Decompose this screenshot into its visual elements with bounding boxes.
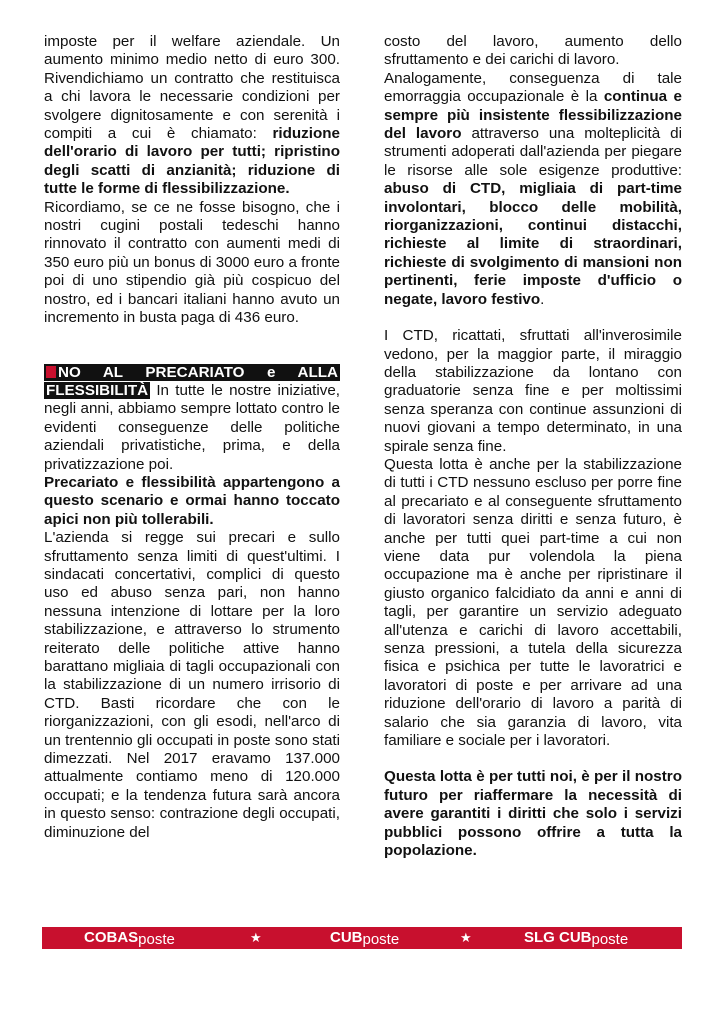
footer-org-slg-cub xyxy=(524,929,629,948)
left-column xyxy=(44,33,340,842)
paragraph-lotta-stabilizzazione: Questa lotta è anche per la stabilizzazione di tutti i CTD nessuno escluso per porre fine al precariato e al conseguente sfruttamento di lavoratori senza diritti e senza futuro, è anche per tutti quei part-time a cui non viene data pur volendola la piena occupazione ma è anche per ripristinare il giusto organico falcidiato da anni e anni di tagli, per garantire un servizio adeguato all'utenza e carichi di lavoro accettabili, senza pressioni, a tutela della sicurezza fisica e psichica per tutte le lavoratrici e lavoratori di poste e per arrivare ad una riduzione dell'orario di lavoro a parità di salario che sia garanzia di lavoro, vita familiare e sociale per i lavoratori. xyxy=(384,455,682,750)
footer-org-cobas xyxy=(84,929,175,948)
bold-abuses-list: abuso di CTD, migliaia di part-time involontari, blocco delle mobilità, riorganizzazioni, continui distacchi, richieste al limite di straordinari, richieste di svolgimento di mansioni non pertinenti, ferie imposte d'ufficio o negate, lavoro festivo xyxy=(384,180,682,308)
paragraph-flessibilizzazione xyxy=(384,70,682,309)
red-square-bullet xyxy=(46,366,56,378)
section-precariato xyxy=(44,364,340,474)
paragraph-german-postal: Ricordiamo, se ce ne fosse bisogno, che i nostri cugini postali tedeschi hanno rinnovato il contratto con aumenti medi di 350 euro più un bonus di 3000 euro a fronte poi di uno stipendio già più cospicuo del nostro, ed i bancari italiani hanno avuto un incremento in busta paga di 436 euro. xyxy=(44,198,340,327)
bold-statement: Precariato e flessibilità appartengono a questo scenario e ormai hanno toccato apici non più tollerabili. xyxy=(44,473,340,528)
paragraph-costo-lavoro: costo del lavoro, aumento dello sfruttamento e dei carichi di lavoro. xyxy=(384,33,682,69)
paragraph-contract-demands xyxy=(44,33,340,199)
star-icon: ★ xyxy=(460,930,472,945)
paragraph-azienda-precari: L'azienda si regge sui precari e sullo sfruttamento senza limiti di quest'ultimi. I sindacati concertativi, complici di questo uso ed abuso senza pari, non hanno nessuna intenzione di lottare per la loro stabilizzazione, e attraverso lo strumento reiterato delle politiche attive hanno barattano migliaia di tagli occupazionali con la stabilizzazione di un numero irrisorio di CTD. Basti ricordare che con le riorganizzazioni, con gli esodi, nell'arco di un trentennio gli occupati in poste sono stati dimezzati. Nel 2017 eravamo 137.000 attualmente contiamo meno di 120.000 occupati; e la tendenza futura sarà ancora in questo senso: contrazione degli occupati, diminuzione del xyxy=(44,529,340,841)
paragraph-ctd: I CTD, ricattati, sfruttati all'inverosimile vedono, per la maggior parte, il miraggio della stabilizzazione da lontano con graduatorie senza fine e per moltissimi senza speranza con continue assunzioni di nuovi giovani a tempo determinato, in una spirale senza fine. xyxy=(384,327,682,455)
paragraph-text: . xyxy=(540,290,545,308)
bold-conclusion: Questa lotta è per tutti noi, è per il nostro futuro per riaffermare la necessità di avere garantiti i diritti che solo i servizi pubblici possono offrire a tutta la popolazione. xyxy=(384,768,682,860)
paragraph-precariato-bold xyxy=(44,474,340,529)
org-name-bold: CUB xyxy=(330,929,363,946)
footer-bar xyxy=(42,927,682,949)
org-name-rest: poste xyxy=(138,931,175,948)
paragraph-text: Analogamente, conseguenza di tale emorraggia occupazionale è la xyxy=(384,69,682,106)
section-heading-text: NO AL PRECARIATO e ALLA FLESSIBILITÀ xyxy=(46,363,338,399)
footer-org-cub xyxy=(330,929,400,948)
bold-demands: riduzione dell'orario di lavoro per tutti; ripristino degli scatti di anzianità; riduzione di tutte le forme di flessibilizzazione. xyxy=(44,125,340,198)
paragraph-text: attraverso una molteplicità di strumenti adoperati dall'azienda per piegare le risorse alle sole esigenze produttive: xyxy=(384,125,682,179)
paragraph-text: imposte per il welfare aziendale. Un aumento minimo medio netto di euro 300. Rivendichiamo un contratto che restituisca a chi lavora le necessarie condizioni per svolgere dignitosamente e con serenità i compiti a cui è chiamato: xyxy=(44,33,340,143)
paragraph-text: In tutte le nostre iniziative, negli anni, abbiamo sempre lottato contro le evidenti conseguenze delle politiche aziendali privatistiche, prima, e della privatizzazione poi. xyxy=(44,381,340,473)
org-name-bold: SLG CUB xyxy=(524,929,592,946)
org-name-bold: COBAS xyxy=(84,929,139,946)
right-column xyxy=(384,33,682,860)
star-icon: ★ xyxy=(250,930,262,945)
bold-flessibilizzazione: continua e sempre più insistente flessibilizzazione del lavoro xyxy=(384,88,682,143)
paragraph-conclusion xyxy=(384,768,682,860)
org-name-rest: poste xyxy=(362,931,400,948)
org-name-rest: poste xyxy=(591,931,629,948)
